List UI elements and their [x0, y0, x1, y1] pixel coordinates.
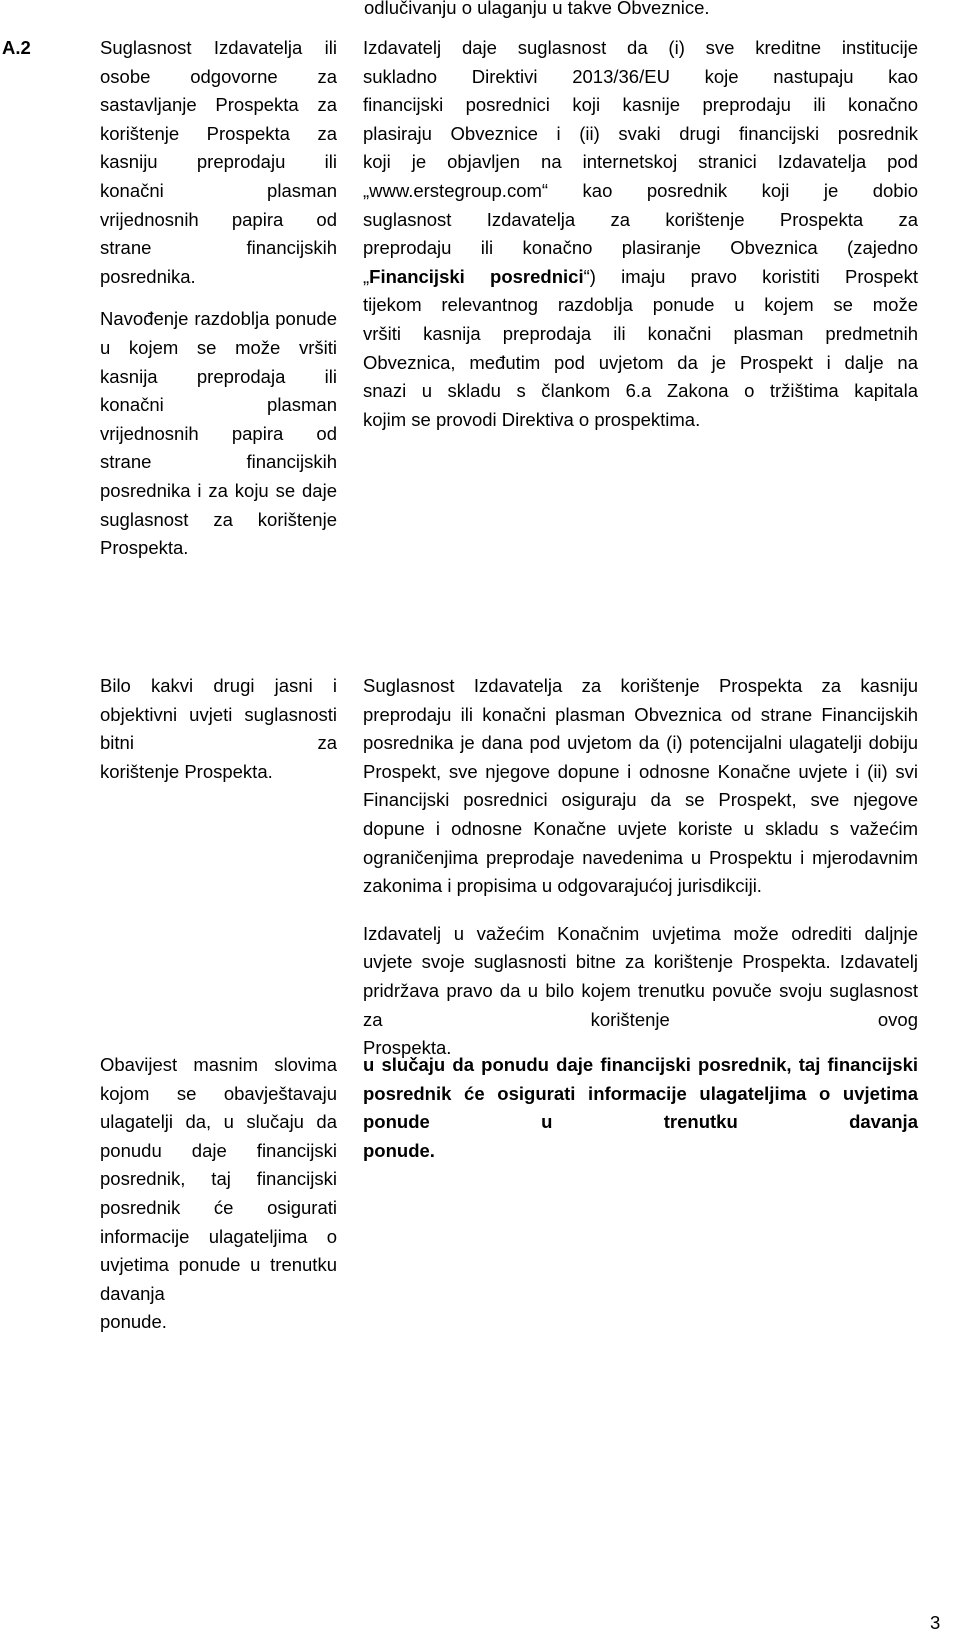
- label-paragraph: Suglasnost Izdavatelja ili osobe odgovorne za sastavljanje Prospekta za korištenje Prospekta za kasniju preprodaju ili konačni plasman vrijednosnih papira od strane financijskih: [100, 37, 337, 259]
- section-label: [100, 34, 337, 563]
- text-line: vršiti kasnija preprodaja ili konačni plasman predmetnih: [363, 322, 918, 344]
- text-line: plasiraju Obveznice i (ii) svaki drugi financijski posrednik: [363, 122, 918, 144]
- label-paragraph-end: posrednika.: [100, 265, 196, 287]
- text-line: snazi u skladu s člankom 6.a Zakona o tržištima kapitala: [363, 380, 918, 402]
- text-line: tijekom relevantnog razdoblja ponude u kojem se može: [363, 294, 918, 316]
- text-line: preprodaju ili konačno plasiranje Obveznica (zajedno: [363, 237, 918, 259]
- text-line: financijski posrednici koji kasnije preprodaju ili konačno: [363, 94, 918, 116]
- text-line-end: kojim se provodi Direktiva o prospektima.: [363, 408, 701, 430]
- text-line-with-defined-term: „Financijski posrednici“) imaju pravo koristiti Prospekt: [363, 265, 918, 287]
- label-paragraph-end: Prospekta.: [100, 537, 189, 559]
- conditions-paragraph-2-end: Prospekta.: [363, 1037, 452, 1059]
- text-line: koji je objavljen na internetskoj stranici Izdavatelja pod: [363, 151, 918, 173]
- defined-term: Financijski posrednici: [369, 265, 584, 287]
- continued-text-fragment: odlučivanju o ulaganju u takve Obveznice.: [364, 0, 710, 18]
- text-line: Izdavatelj daje suglasnost da (i) sve kreditne institucije: [363, 37, 918, 58]
- conditions-paragraph-1: Suglasnost Izdavatelja za korištenje Prospekta za kasniju preprodaju ili konačni plasman Obveznica od strane Financijskih posrednika je dana pod uvjetom da (i) potencijalni ulagatelji dobiju Prospekt, sve njegove dopune i odnosne Konačne uvjete i (ii) svi Financijski posrednici osiguraju da se Prospekt, sve njegove dopune i odnosne Konačne uvjete koriste u skladu s važećim ograničenjima preprodaje navedenima u Prospektu i mjerodavnim: [363, 675, 918, 868]
- conditions-text: [363, 672, 918, 1063]
- conditions-label: Bilo kakvi drugi jasni i objektivni uvjeti suglasnosti bitni za korištenje Prospekta.: [100, 675, 337, 782]
- notice-label: Obavijest masnim slovima kojom se obavještavaju ulagatelji da, u slučaju da ponudu daje financijski posrednik, taj financijski posrednik će osigurati informacije ulagateljima o uvjetima ponude u trenutku davanja ponude.: [100, 1054, 337, 1333]
- label-paragraph: Navođenje razdoblja ponude u kojem se može vršiti kasnija preprodaja ili konačni plasman vrijednosnih papira od strane financijskih posrednika i za koju se daje suglasnost za korištenje: [100, 308, 337, 530]
- section-code: A.2: [2, 37, 31, 58]
- notice-text: u slučaju da ponudu daje financijski posrednik, taj financijski posrednik će osigurati informacije ulagateljima o uvjetima ponude u trenutku davanja ponude.: [363, 1054, 918, 1161]
- conditions-paragraph-1-end: zakonima i propisima u odgovarajućoj jurisdikciji.: [363, 875, 762, 897]
- page-number: 3: [930, 1612, 941, 1633]
- text-line: Obveznica, međutim pod uvjetom da je Prospekt i dalje na: [363, 351, 918, 373]
- text-line: „www.erstegroup.com“ kao posrednik koji je dobio: [363, 179, 918, 201]
- text-line: suglasnost Izdavatelja za korištenje Prospekta za: [363, 208, 918, 230]
- conditions-paragraph-2: Izdavatelj u važećim Konačnim uvjetima može odrediti daljnje uvjete svoje suglasnosti bitne za korištenje Prospekta. Izdavatelj pridržava pravo da u bilo kojem trenutku povuče svoju suglasnost za korištenje ovog: [363, 922, 918, 1030]
- text-line: sukladno Direktivi 2013/36/EU koje nastupaju kao: [363, 65, 918, 87]
- consent-text: [363, 34, 918, 434]
